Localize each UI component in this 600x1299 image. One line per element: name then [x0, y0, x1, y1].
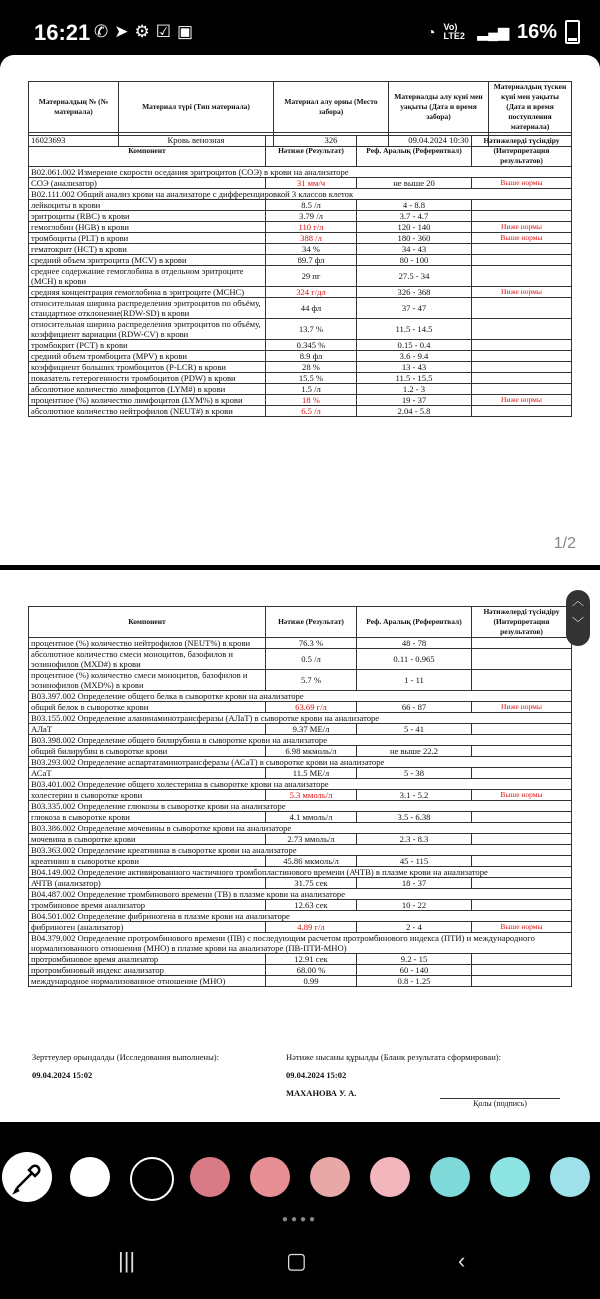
reference-range: 13 - 43: [357, 362, 472, 373]
interpretation: Ниже нормы: [472, 702, 572, 713]
result-value: 324 г/дл: [266, 287, 357, 298]
result-row: [29, 211, 572, 222]
result-value: 4.1 ммоль/л: [266, 812, 357, 823]
result-value: 13.7 %: [266, 319, 357, 340]
chevron-up-icon[interactable]: ︿: [571, 594, 584, 608]
reference-range: 180 - 360: [357, 233, 472, 244]
interpretation: [472, 878, 572, 889]
result-value: 0.5 /л: [266, 649, 357, 670]
document-page-2[interactable]: [0, 570, 600, 1122]
interpretation: [472, 373, 572, 384]
reference-range: 66 - 87: [357, 702, 472, 713]
eyedropper-button[interactable]: [2, 1152, 52, 1202]
result-value: 110 г/л: [266, 222, 357, 233]
interpretation: Ниже нормы: [472, 287, 572, 298]
reference-range: 1 - 11: [357, 670, 472, 691]
result-value: 9.37 МЕ/л: [266, 724, 357, 735]
section-row: [29, 713, 572, 724]
result-row: [29, 319, 572, 340]
home-button[interactable]: ▢: [286, 1248, 307, 1273]
result-row: [29, 724, 572, 735]
result-row: [29, 790, 572, 801]
section-row: [29, 691, 572, 702]
result-value: 44 фл: [266, 298, 357, 319]
result-value: 15.5 %: [266, 373, 357, 384]
section-title: В03.155.002 Определение аланинаминотрансферазы (АЛаТ) в сыворотке крови на анализаторе: [29, 713, 572, 724]
result-row: [29, 384, 572, 395]
component-name: среднее содержание гемоглобина в отдельном эритроците (MCH) в крови: [29, 266, 266, 287]
color-swatch[interactable]: [550, 1157, 590, 1197]
result-row: [29, 878, 572, 889]
color-swatch[interactable]: [430, 1157, 470, 1197]
section-title: В04.379.002 Определение протромбинового времени (ПВ) с последующим расчетом протромбинового индекса (ПТИ) и международного нормализованного отношения (МНО) в плазме крови на анализаторе (ПВ-ПТИ-МНО): [29, 933, 572, 954]
component-name: коэффициент больших тромбоцитов (P-LCR) в крови: [29, 362, 266, 373]
color-swatch[interactable]: [70, 1157, 110, 1197]
result-row: [29, 746, 572, 757]
result-value: 2.73 ммоль/л: [266, 834, 357, 845]
interpretation: Ниже нормы: [472, 222, 572, 233]
result-row: [29, 768, 572, 779]
status-bar: [0, 0, 600, 62]
result-row: [29, 812, 572, 823]
result-value: 5.7 %: [266, 670, 357, 691]
component-name: мочевина в сыворотке крови: [29, 834, 266, 845]
material-type: Кровь венозная: [119, 133, 274, 147]
reference-range: 60 - 140: [357, 965, 472, 976]
component-name: АСаТ: [29, 768, 266, 779]
reference-range: 0.11 - 0.965: [357, 649, 472, 670]
interpretation: [472, 384, 572, 395]
component-name: процентное (%) количество лимфоцитов (LYM%) в крови: [29, 395, 266, 406]
section-row: [29, 779, 572, 790]
result-value: 18 %: [266, 395, 357, 406]
notification-icons: ✆➤⚙☑▣: [94, 22, 200, 41]
result-value: 34 %: [266, 244, 357, 255]
result-row: [29, 200, 572, 211]
interpretation: [472, 319, 572, 340]
result-row: [29, 965, 572, 976]
result-row: [29, 900, 572, 911]
signal-icon: ▂▄▆: [477, 23, 509, 40]
section-title: В02.061.002 Измерение скорости оседания эритроцитов (СОЭ) в крови на анализаторе: [29, 167, 572, 178]
interpretation: [472, 724, 572, 735]
section-title: В02.111.002 Общий анализ крови на анализаторе с дифференцировкой 3 классов клеток: [29, 189, 572, 200]
result-row: [29, 340, 572, 351]
reference-range: 48 - 78: [357, 638, 472, 649]
component-name: тромбокрит (PCT) в крови: [29, 340, 266, 351]
interpretation: [472, 900, 572, 911]
section-title: В03.293.002 Определение аспартатаминотрансферазы (АСаТ) в сыворотке крови на анализаторе: [29, 757, 572, 768]
results-table-2: [28, 606, 572, 987]
reference-range: 2 - 4: [357, 922, 472, 933]
document-page-1[interactable]: [0, 55, 600, 565]
reference-range: 5 - 38: [357, 768, 472, 779]
interpretation: [472, 211, 572, 222]
reference-range: 11.5 - 15.5: [357, 373, 472, 384]
result-value: 8.5 /л: [266, 200, 357, 211]
result-row: [29, 222, 572, 233]
section-row: [29, 757, 572, 768]
component-name: протромбиновый индекс анализатор: [29, 965, 266, 976]
formed-date: 09.04.2024 15:02: [286, 1070, 347, 1080]
component-name: тромбоциты (PLT) в крови: [29, 233, 266, 244]
result-row: [29, 856, 572, 867]
interpretation: [472, 200, 572, 211]
section-row: [29, 189, 572, 200]
results-table-1: [28, 135, 572, 417]
component-name: показатель гетерогенности тромбоцитов (PDW) в крови: [29, 373, 266, 384]
interpretation: [472, 856, 572, 867]
reference-range: 0.8 - 1.25: [357, 976, 472, 987]
result-value: 4.89 г/л: [266, 922, 357, 933]
color-swatch[interactable]: [130, 1157, 174, 1201]
reference-range: 9.2 - 15: [357, 954, 472, 965]
result-value: 3.79 /л: [266, 211, 357, 222]
component-name: протромбиновое время анализатор: [29, 954, 266, 965]
interpretation: [472, 746, 572, 757]
color-swatch[interactable]: [310, 1157, 350, 1197]
result-value: 12.91 сек: [266, 954, 357, 965]
result-row: [29, 976, 572, 987]
reference-range: 1.2 - 3: [357, 384, 472, 395]
th-interpretation: Нәтижелерді түсіндіру (Интерпретация результатов): [472, 136, 572, 167]
reference-range: 3.5 - 6.38: [357, 812, 472, 823]
signature-line: Қолы (подпись): [440, 1098, 560, 1108]
section-title: В04.149.002 Определение активированного частичного тромбопластинового времени (АЧТВ) в плазме крови на анализаторе: [29, 867, 572, 878]
reference-range: 2.3 - 8.3: [357, 834, 472, 845]
reference-range: 45 - 115: [357, 856, 472, 867]
result-row: [29, 670, 572, 691]
interpretation: Выше нормы: [472, 233, 572, 244]
reference-range: 34 - 43: [357, 244, 472, 255]
result-value: 5.3 ммоль/л: [266, 790, 357, 801]
section-row: [29, 823, 572, 834]
component-name: средняя концентрация гемоглобина в эритроците (MCHC): [29, 287, 266, 298]
result-row: [29, 178, 572, 189]
result-row: [29, 638, 572, 649]
interpretation: [472, 266, 572, 287]
page-indicator-dots: ●●●●: [281, 1214, 319, 1225]
component-name: процентное (%) количество смеси моноцитов, базофилов и эозинофилов (MXD%) в крови: [29, 670, 266, 691]
interpretation: Ниже нормы: [472, 395, 572, 406]
header-col-place: Материал алу орны (Место забора): [274, 82, 389, 133]
interpretation: [472, 406, 572, 417]
result-value: 8.9 фл: [266, 351, 357, 362]
result-row: [29, 406, 572, 417]
reference-range: 18 - 37: [357, 878, 472, 889]
interpretation: [472, 362, 572, 373]
scroll-handle[interactable]: [566, 590, 590, 646]
result-row: [29, 922, 572, 933]
reference-range: 0.15 - 0.4: [357, 340, 472, 351]
result-value: 12.63 сек: [266, 900, 357, 911]
color-swatch[interactable]: [370, 1157, 410, 1197]
result-row: [29, 233, 572, 244]
section-row: [29, 167, 572, 178]
page-number: 1/2: [553, 535, 576, 552]
material-date: 09.04.2024 10:30: [389, 133, 489, 147]
component-name: фибриноген (анализатор): [29, 922, 266, 933]
component-name: общий билирубин в сыворотке крови: [29, 746, 266, 757]
interpretation: [472, 965, 572, 976]
reference-range: 120 - 140: [357, 222, 472, 233]
result-value: 68.00 %: [266, 965, 357, 976]
reference-range: 11.5 - 14.5: [357, 319, 472, 340]
component-name: креатинин в сыворотке крови: [29, 856, 266, 867]
section-title: В04.501.002 Определение фибриногена в плазме крови на анализаторе: [29, 911, 572, 922]
header-col-type: Материал түрі (Тип материала): [119, 82, 274, 133]
reference-range: не выше 22.2: [357, 746, 472, 757]
header-col-number: Материалдың № (№ материала): [29, 82, 119, 133]
result-value: 11.5 МЕ/л: [266, 768, 357, 779]
component-name: относительная ширина распределения эритроцитов по объёму, коэффициент вариации (RDW-CV) в крови: [29, 319, 266, 340]
color-swatch[interactable]: [190, 1157, 230, 1197]
th-reference: Реф. Аралық (Референтвал): [357, 136, 472, 167]
section-row: [29, 911, 572, 922]
component-name: гематокрит (HCT) в крови: [29, 244, 266, 255]
result-row: [29, 373, 572, 384]
section-row: [29, 867, 572, 878]
result-value: 388 /л: [266, 233, 357, 244]
result-row: [29, 244, 572, 255]
result-row: [29, 702, 572, 713]
interpretation: [472, 351, 572, 362]
result-value: 28 %: [266, 362, 357, 373]
component-name: средний объем эритроцита (MCV) в крови: [29, 255, 266, 266]
result-value: 89.7 фл: [266, 255, 357, 266]
formed-label: Нәтиже нысаны құрылды (Бланк результата сформирован):: [286, 1052, 501, 1062]
section-title: В03.386.002 Определение мочевины в сыворотке крови на анализаторе: [29, 823, 572, 834]
interpretation: [472, 649, 572, 670]
color-swatch[interactable]: [490, 1157, 530, 1197]
result-row: [29, 287, 572, 298]
result-row: [29, 362, 572, 373]
reference-range: 37 - 47: [357, 298, 472, 319]
interpretation: [472, 298, 572, 319]
component-name: относительная ширина распределения эритроцитов по объёму, стандартное отклонение(RDW-SD) в крови: [29, 298, 266, 319]
result-value: 45.86 мкмоль/л: [266, 856, 357, 867]
done-date: 09.04.2024 15:02: [32, 1070, 93, 1080]
interpretation: [472, 834, 572, 845]
result-row: [29, 395, 572, 406]
component-name: абсолютное количество смеси моноцитов, базофилов и эозинофилов (MXD#) в крови: [29, 649, 266, 670]
wifi-icon: ◔: [427, 24, 436, 40]
interpretation: Выше нормы: [472, 790, 572, 801]
result-value: 76.3 %: [266, 638, 357, 649]
component-name: тромбиновое время анализатор: [29, 900, 266, 911]
result-row: [29, 255, 572, 266]
section-title: В03.363.002 Определение креатинина в сыворотке крови на анализаторе: [29, 845, 572, 856]
component-name: лейкоциты в крови: [29, 200, 266, 211]
component-name: СОЭ (анализатор): [29, 178, 266, 189]
reference-range: 5 - 41: [357, 724, 472, 735]
result-row: [29, 351, 572, 362]
eyedropper-icon: [2, 1152, 52, 1202]
reference-range: 4 - 8.8: [357, 200, 472, 211]
result-value: 31 мм/ч: [266, 178, 357, 189]
interpretation: [472, 812, 572, 823]
result-row: [29, 954, 572, 965]
th-interpretation: Нәтижелерді түсіндіру (Интерпретация результатов): [472, 607, 572, 638]
section-title: В03.335.002 Определение глюкозы в сыворотке крови на анализаторе: [29, 801, 572, 812]
section-row: [29, 845, 572, 856]
section-row: [29, 735, 572, 746]
done-label: Зерттеулер орындалды (Исследования выполнены):: [32, 1052, 219, 1062]
result-value: 31.75 сек: [266, 878, 357, 889]
reference-range: 2.04 - 5.8: [357, 406, 472, 417]
reference-range: 27.5 - 34: [357, 266, 472, 287]
result-value: 6.5 /л: [266, 406, 357, 417]
section-row: [29, 801, 572, 812]
reference-range: 3.1 - 5.2: [357, 790, 472, 801]
th-component: Компонент: [29, 136, 266, 167]
result-value: 63.69 г/л: [266, 702, 357, 713]
component-name: холестерин в сыворотке крови: [29, 790, 266, 801]
interpretation: [472, 976, 572, 987]
color-swatch[interactable]: [250, 1157, 290, 1197]
interpretation: [472, 255, 572, 266]
back-button[interactable]: ‹: [458, 1248, 466, 1273]
interpretation: [472, 768, 572, 779]
header-col-date: Материалды алу күні мен уақыты (Дата и время забора): [389, 82, 489, 133]
component-name: абсолютное количество нейтрофилов (NEUT#) в крови: [29, 406, 266, 417]
reference-range: 80 - 100: [357, 255, 472, 266]
component-name: глюкоза в сыворотке крови: [29, 812, 266, 823]
result-value: 0.345 %: [266, 340, 357, 351]
component-name: гемоглобин (HGB) в крови: [29, 222, 266, 233]
reference-range: 10 - 22: [357, 900, 472, 911]
result-row: [29, 834, 572, 845]
interpretation: [472, 670, 572, 691]
reference-range: не выше 20: [357, 178, 472, 189]
section-title: В03.401.002 Определение общего холестерина в сыворотке крови на анализаторе: [29, 779, 572, 790]
header-col-arrival: Материалдың түскен күні мен уақыты (Дата и время поступления материала): [489, 82, 572, 133]
component-name: общий белок в сыворотке крови: [29, 702, 266, 713]
color-tray: [0, 1140, 600, 1210]
component-name: абсолютное количество лимфоцитов (LYM#) в крови: [29, 384, 266, 395]
section-title: В03.397.002 Определение общего белка в сыворотке крови на анализаторе: [29, 691, 572, 702]
navigation-bar: [0, 1248, 600, 1288]
material-place: 326: [274, 133, 389, 147]
component-name: эритроциты (RBC) в крови: [29, 211, 266, 222]
component-name: международное нормализованное отношение (МНО): [29, 976, 266, 987]
th-reference: Реф. Аралық (Референтвал): [357, 607, 472, 638]
interpretation: [472, 638, 572, 649]
interpretation: [472, 340, 572, 351]
result-value: 0.99: [266, 976, 357, 987]
th-result: Нәтиже (Результат): [266, 607, 357, 638]
result-row: [29, 266, 572, 287]
component-name: АЧТВ (анализатор): [29, 878, 266, 889]
interpretation: [472, 954, 572, 965]
battery-icon: [565, 20, 580, 44]
reference-range: 3.6 - 9.4: [357, 351, 472, 362]
result-value: 1.5 /л: [266, 384, 357, 395]
component-name: средний объем тромбоцита (MPV) в крови: [29, 351, 266, 362]
section-row: [29, 889, 572, 900]
clock: 16:21: [34, 20, 91, 45]
reference-range: 3.7 - 4.7: [357, 211, 472, 222]
section-title: В03.398.002 Определение общего билирубина в сыворотке крови на анализаторе: [29, 735, 572, 746]
interpretation: [472, 244, 572, 255]
th-result: Нәтиже (Результат): [266, 136, 357, 167]
section-title: В04.487.002 Определение тромбинового времени (ТВ) в плазме крови на анализаторе: [29, 889, 572, 900]
reference-range: 326 - 368: [357, 287, 472, 298]
result-row: [29, 649, 572, 670]
recent-apps-button[interactable]: |||: [118, 1248, 136, 1273]
material-number: 16023693: [29, 133, 119, 147]
th-component: Компонент: [29, 607, 266, 638]
section-row: [29, 933, 572, 954]
interpretation: Выше нормы: [472, 922, 572, 933]
network-label: Vo) LTE2: [443, 22, 465, 41]
component-name: АЛаТ: [29, 724, 266, 735]
interpretation: Выше нормы: [472, 178, 572, 189]
battery-level: 16%: [516, 20, 557, 43]
component-name: процентное (%) количество нейтрофилов (NEUT%) в крови: [29, 638, 266, 649]
chevron-down-icon[interactable]: ﹀: [571, 616, 584, 630]
result-value: 6.98 мкмоль/л: [266, 746, 357, 757]
doctor-name: МАХАНОВА У. А.: [286, 1088, 357, 1098]
result-value: 29 пг: [266, 266, 357, 287]
reference-range: 19 - 37: [357, 395, 472, 406]
result-row: [29, 298, 572, 319]
